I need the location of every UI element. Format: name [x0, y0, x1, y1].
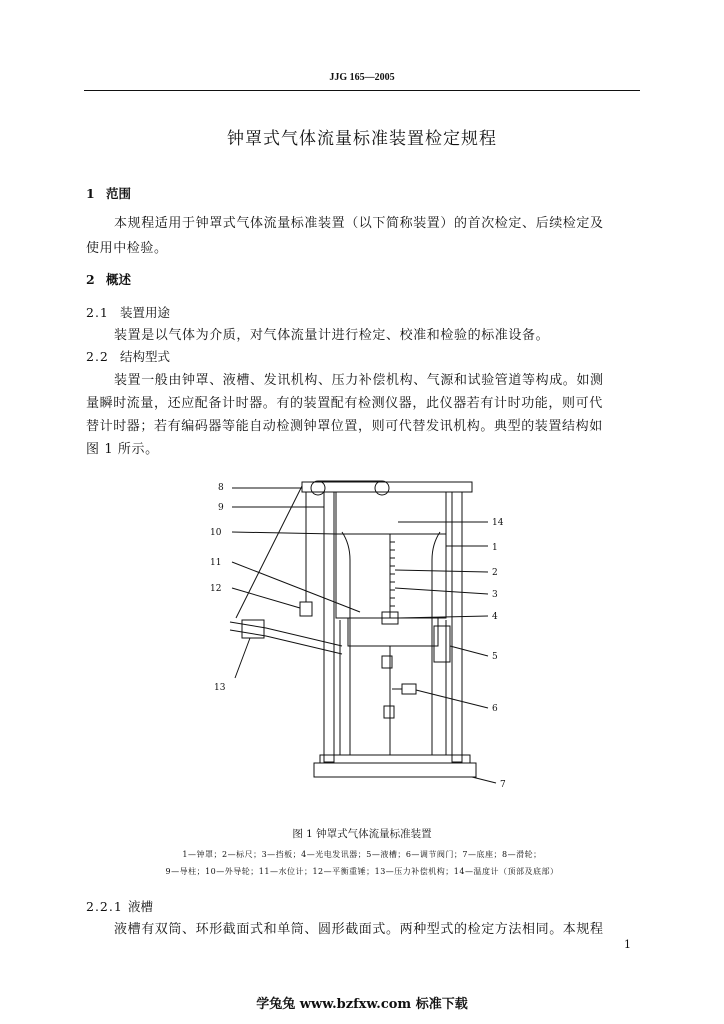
tank-top-band [348, 618, 438, 646]
fig-label: 13 [214, 683, 226, 693]
figure-1-diagram [190, 470, 530, 810]
bell-inner-right [432, 532, 440, 755]
outer-guide-cable [236, 486, 302, 618]
pulley-right [375, 481, 389, 495]
fig-label: 11 [210, 558, 222, 568]
paragraph-line: 本规程适用于钟罩式气体流量标准装置（以下简称装置）的首次检定、后续检定及 [114, 216, 604, 231]
liquid-tank [340, 620, 446, 755]
paragraph-line: 使用中检验。 [86, 241, 168, 256]
regulating-valve [402, 684, 416, 694]
bell-top [336, 492, 446, 534]
fig-label: 3 [492, 590, 498, 600]
fig-label: 9 [218, 503, 224, 513]
figure-legend: 9—导柱；10—外导轮；11—水位计；12—平衡重锤；13—压力补偿机构；14—温度计（顶部及底部） [165, 867, 559, 876]
paragraph-line: 装置一般由钟罩、液槽、发讯机构、压力补偿机构、气源和试验管道等构成。如测 [114, 373, 604, 388]
tank-side [434, 626, 450, 662]
running-header: JJG 165—2005 [329, 72, 395, 83]
pulley-left [311, 481, 325, 495]
paragraph-line: 量瞬时流量，还应配备计时器。有的装置配有检测仪器，此仪器若有计时功能，则可代 [86, 396, 603, 411]
fig-label: 7 [500, 780, 506, 790]
fig-label: 5 [492, 652, 498, 662]
figure-caption: 图 1 钟罩式气体流量标准装置 [292, 828, 432, 840]
document-title: 钟罩式气体流量标准装置检定规程 [227, 129, 497, 149]
base [314, 763, 476, 777]
paragraph-line: 液槽有双筒、环形截面式和单筒、圆形截面式。两种型式的检定方法相同。本规程 [114, 922, 604, 937]
fig-label: 6 [492, 704, 498, 714]
header-rule [84, 90, 640, 91]
section-number: 2.2 [86, 349, 109, 364]
footer-watermark: 学兔兔 www.bzfxw.com 标准下载 [256, 997, 468, 1012]
guide-post-right [452, 492, 462, 762]
paragraph-line: 装置是以气体为介质，对气体流量计进行检定、校准和检验的标准设备。 [114, 328, 550, 343]
section-2-2-heading [86, 347, 170, 365]
bell-jar [336, 534, 446, 618]
section-title: 概述 [106, 272, 132, 287]
fig-label: 14 [492, 518, 504, 528]
fig-label: 10 [210, 528, 222, 538]
section-2-1-heading [86, 303, 170, 321]
section-number: 1 [86, 186, 95, 201]
section-number: 2 [86, 272, 95, 287]
paragraph-line: 图 1 所示。 [86, 442, 159, 457]
section-number: 2.1 [86, 305, 109, 320]
fig-label: 1 [492, 543, 498, 553]
fig-label: 2 [492, 568, 498, 578]
section-title: 液槽 [128, 899, 154, 914]
section-2-heading [86, 270, 131, 288]
section-number: 2.2.1 [86, 899, 123, 914]
bell-inner-left [342, 532, 350, 755]
section-1-heading [86, 184, 131, 202]
paragraph-line: 替计时器；若有编码器等能自动检测钟罩位置，则可代替发讯机构。典型的装置结构如 [86, 419, 603, 434]
page-number: 1 [624, 938, 631, 951]
base-top [320, 755, 470, 763]
pipe-fitting [384, 706, 394, 718]
section-title: 装置用途 [120, 305, 171, 320]
fig-label: 4 [492, 612, 498, 622]
section-2-2-1-heading [86, 897, 153, 915]
fig-label: 12 [210, 584, 222, 594]
section-title: 范围 [106, 186, 132, 201]
balance-weight [300, 602, 312, 616]
fig-label: 8 [218, 483, 224, 493]
figure-legend: 1—钟罩；2—标尺；3—挡板；4—光电发讯器；5—液槽；6—调节阀门；7—底座；8—滑轮； [182, 850, 542, 859]
section-title: 结构型式 [120, 349, 171, 364]
guide-post-left [324, 492, 334, 762]
